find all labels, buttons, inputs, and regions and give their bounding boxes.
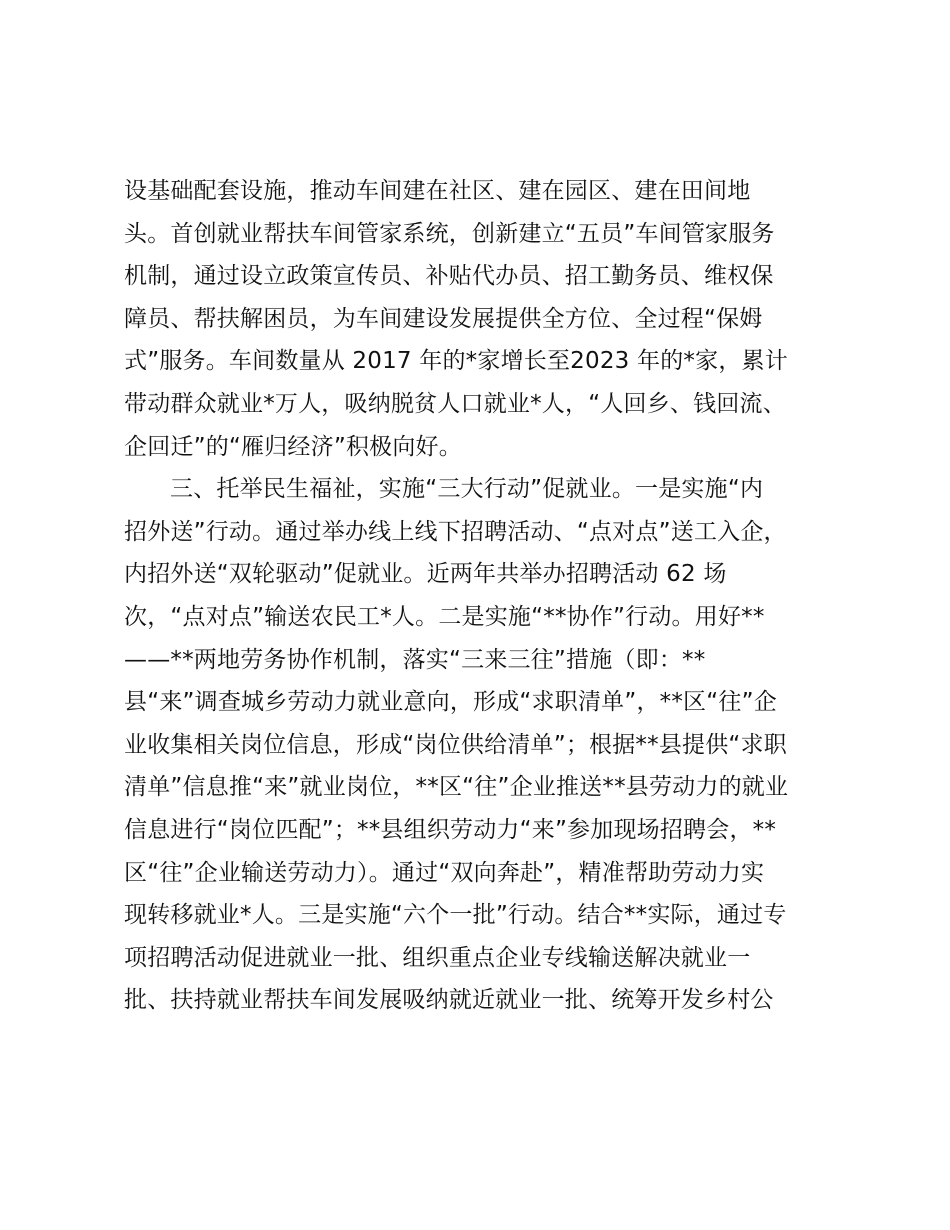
text-line: ——**两地劳务协作机制，落实“三来三往”措施（即：** xyxy=(124,646,706,673)
text-line: 机制，通过设立政策宣传员、补贴代办员、招工勤务员、维权保 xyxy=(124,263,774,290)
text-line: 现转移就业*人。三是实施“六个一批”行动。结合**实际，通过专 xyxy=(124,902,787,929)
text-line: 县“来”调查城乡劳动力就业意向，形成“求职清单”，**区“往”企 xyxy=(124,689,777,716)
text-line: 业收集相关岗位信息，形成“岗位供给清单”；根据**县提供“求职 xyxy=(124,731,787,758)
paragraph-start-line: 三、托举民生福祉，实施“三大行动”促就业。一是实施“内 xyxy=(170,476,764,503)
text-line: 批、扶持就业帮扶车间发展吸纳就近就业一批、统筹开发乡村公 xyxy=(124,987,774,1014)
text-line: 障员、帮扶解困员，为车间建设发展提供全方位、全过程“保姆 xyxy=(124,305,763,332)
text-line: 次，“点对点”输送农民工*人。二是实施“**协作”行动。用好** xyxy=(124,603,765,630)
text-line: 项招聘活动促进就业一批、组织重点企业专线输送解决就业一 xyxy=(124,944,751,971)
text-line: 清单”信息推“来”就业岗位，**区“往”企业推送**县劳动力的就业 xyxy=(124,774,789,801)
text-line: 内招外送“双轮驱动”促就业。近两年共举办招聘活动 62 场 xyxy=(124,561,727,588)
text-line: 头。首创就业帮扶车间管家系统，创新建立“五员”车间管家服务 xyxy=(124,220,775,247)
text-line: 设基础配套设施，推动车间建在社区、建在园区、建在田间地 xyxy=(124,178,751,204)
text-line: 企回迁”的“雁归经济”积极向好。 xyxy=(124,433,462,460)
text-line: 带动群众就业*万人，吸纳脱贫人口就业*人，“人回乡、钱回流、 xyxy=(124,390,786,417)
text-line: 信息进行“岗位匹配”；**县组织劳动力“来”参加现场招聘会，** xyxy=(124,816,777,843)
document-body xyxy=(124,170,844,1022)
text-line: 区“往”企业输送劳动力）。通过“双向奔赴”，精准帮助劳动力实 xyxy=(124,859,765,886)
text-line: 招外送”行动。通过举办线上线下招聘活动、“点对点”送工入企， xyxy=(124,518,787,545)
text-line: 式”服务。车间数量从 2017 年的*家增长至2023 年的*家，累计 xyxy=(124,348,788,375)
